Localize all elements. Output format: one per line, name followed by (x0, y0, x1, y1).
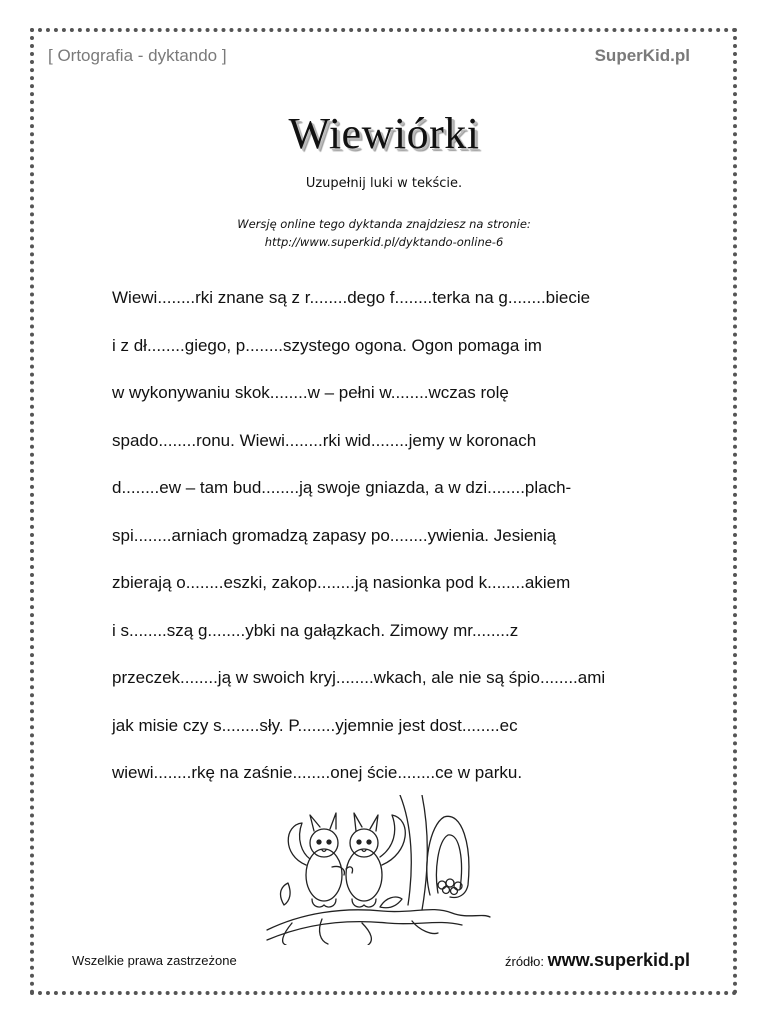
dictation-line: w wykonywaniu skok........w – pełni w........wczas rolę (112, 383, 509, 402)
online-link[interactable]: http://www.superkid.pl/dyktando-online-6 (264, 235, 504, 249)
dictation-line: jak misie czy s........sły. P........yjemnie jest dost........ec (112, 715, 518, 735)
source-link[interactable]: www.superkid.pl (547, 950, 690, 970)
dictation-line: i z dł........giego, p........szystego ogona. Ogon pomaga im (112, 335, 542, 355)
source-credit (505, 950, 690, 971)
online-info-line: Wersję online tego dyktanda znajdziesz na stronie: (237, 217, 531, 231)
brand-label: SuperKid.pl (594, 46, 690, 65)
dictation-line: i s........szą g........ybki na gałązkach. Zimowy mr........z (112, 620, 519, 640)
source-label: źródło: (504, 954, 545, 969)
squirrels-illustration (262, 795, 492, 945)
dictation-text (112, 288, 672, 811)
dictation-line: zbierają o........eszki, zakop........ją nasionka pod k........akiem (112, 573, 571, 592)
dictation-line: d........ew – tam bud........ją swoje gniazda, a w dzi........plach- (112, 478, 572, 497)
dictation-line: przeczek........ją w swoich kryj........wkach, ale nie są śpio........ami (112, 668, 606, 687)
dictation-line: spi........arniach gromadzą zapasy po........ywienia. Jesienią (112, 525, 557, 545)
category-label: [ Ortografia - dyktando ] (48, 46, 227, 65)
online-info (0, 215, 768, 251)
instruction-text: Uzupełnij luki w tekście. (305, 176, 463, 191)
page-title: Wiewiórki (288, 109, 480, 158)
rights-notice: Wszelkie prawa zastrzeżone (72, 953, 237, 968)
dictation-line: Wiewi........rki znane są z r........dego f........terka na g........biecie (112, 288, 591, 307)
dictation-line: wiewi........rkę na zaśnie........onej ście........ce w parku. (112, 763, 523, 782)
dictation-line: spado........ronu. Wiewi........rki wid........jemy w koronach (112, 430, 537, 450)
